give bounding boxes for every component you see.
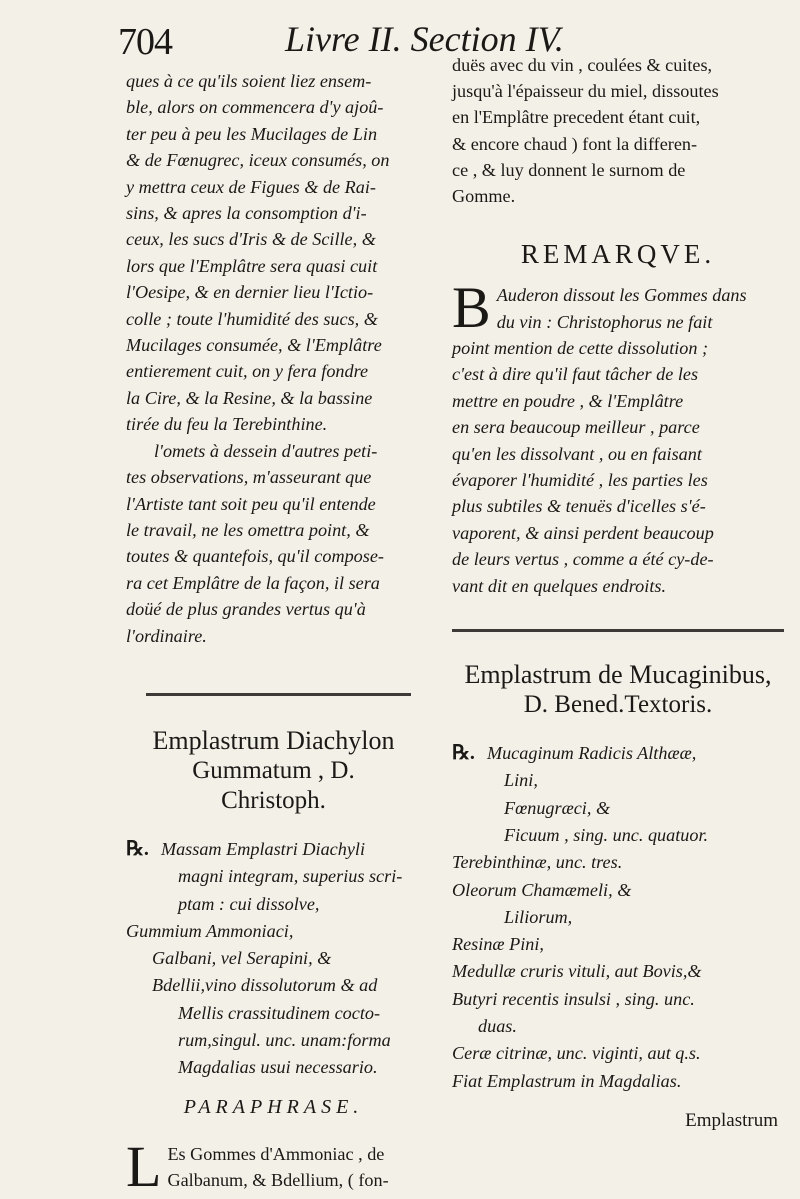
paraphrase-text xyxy=(126,1133,421,1199)
text-line: & de Fœnugrec, iceux consumés, on xyxy=(126,150,390,171)
running-title: Livre II. Section IV. xyxy=(285,19,564,59)
text-line: l'Artiste tant soit peu qu'il entende xyxy=(126,493,376,514)
recipe-line: Mellis crassitudinem cocto- xyxy=(178,1002,381,1023)
recipe-line: duas. xyxy=(478,1016,517,1037)
text-line: plus subtiles & tenuës d'icelles s'é- xyxy=(452,496,706,517)
recipe-line: rum,singul. unc. unam:forma xyxy=(178,1030,391,1051)
text-line: vant dit en quelques endroits. xyxy=(452,575,667,596)
text-line: l'ordinaire. xyxy=(126,625,207,646)
left-column xyxy=(126,68,421,1199)
section-title-line: Emplastrum de Mucaginibus, xyxy=(464,660,772,690)
recipe-line: Butyri recentis insulsi , sing. unc. xyxy=(452,988,695,1009)
remarque-text xyxy=(452,275,784,599)
drop-cap: B xyxy=(452,275,491,341)
text-line: c'est à dire qu'il faut tâcher de les xyxy=(452,364,699,385)
section-title-mucaginibus xyxy=(452,660,784,720)
text-line: jusqu'à l'épaisseur du miel, dissoutes xyxy=(452,81,719,102)
text-line: tes observations, m'asseurant que xyxy=(126,467,372,488)
recipe-line: Terebinthinæ, unc. tres. xyxy=(452,852,623,873)
text-line: y mettra ceux de Figues & de Rai- xyxy=(126,176,376,197)
text-line: évaporer l'humidité , les parties les xyxy=(452,470,708,491)
text-line: ce , & luy donnent le surnom de xyxy=(452,159,686,180)
right-continuation xyxy=(452,52,784,209)
recipe-line: Mucaginum Radicis Althææ, xyxy=(486,743,697,764)
text-line: doüé de plus grandes vertus qu'à xyxy=(126,599,366,620)
recipe-line: Massam Emplastri Diachyli xyxy=(160,838,366,859)
text-line: Auderon dissout les Gommes dans xyxy=(496,285,747,306)
text-line: l'omets à dessein d'autres peti- xyxy=(154,440,378,461)
page-number: 704 xyxy=(118,21,172,63)
text-line: lors que l'Emplâtre sera quasi cuit xyxy=(126,255,378,276)
text-line: qu'en les dissolvant , ou en faisant xyxy=(452,443,702,464)
recipe-line: Ficuum , sing. unc. quatuor. xyxy=(504,824,709,845)
text-line: Es Gommes d'Ammoniac , de xyxy=(167,1143,385,1164)
recipe-diachylon xyxy=(126,836,421,1082)
text-line: tirée du feu la Terebinthine. xyxy=(126,414,328,435)
recipe-line: ptam : cui dissolve, xyxy=(178,893,320,914)
text-line: Gomme. xyxy=(452,186,516,207)
text-line: toutes & quantefois, qu'il compose- xyxy=(126,546,384,567)
text-line: de leurs vertus , comme a été cy-de- xyxy=(452,549,714,570)
text-line: du vin : Christophorus ne fait xyxy=(496,311,713,332)
text-line: le travail, ne les omettra point, & xyxy=(126,519,370,540)
section-title-line: Emplastrum Diachylon xyxy=(152,725,395,755)
left-paragraph-1 xyxy=(126,68,421,438)
left-paragraph-2 xyxy=(126,438,421,649)
recipe-line: Magdalias usui necessario. xyxy=(178,1057,378,1078)
text-line: ble, alors on commencera d'y ajoû- xyxy=(126,97,384,118)
recipe-line: Bdellii,vino dissolutorum & ad xyxy=(152,975,378,996)
text-line: la Cire, & la Resine, & la bassine xyxy=(126,387,373,408)
text-line: ceux, les sucs d'Iris & de Scille, & xyxy=(126,229,376,250)
recipe-symbol: ℞. xyxy=(126,837,149,860)
text-line: en l'Emplâtre precedent étant cuit, xyxy=(452,107,701,128)
recipe-line: Galbani, vel Serapini, & xyxy=(152,948,332,969)
text-line: duës avec du vin , coulées & cuites, xyxy=(452,55,713,75)
section-title-line: Christoph. xyxy=(221,786,326,814)
recipe-line: Medullæ cruris vituli, aut Bovis,& xyxy=(452,961,702,982)
text-line: ter peu à peu les Mucilages de Lin xyxy=(126,123,378,144)
text-line: sins, & apres la consomption d'i- xyxy=(126,203,367,224)
recipe-line: Oleorum Chamæmeli, & xyxy=(452,879,632,900)
text-line: l'Oesipe, & en dernier lieu l'Ictio- xyxy=(126,282,374,303)
recipe-line: magni integram, superius scri- xyxy=(178,866,403,887)
recipe-line: Lini, xyxy=(504,770,538,791)
remarque-heading: REMARQVE. xyxy=(520,239,716,270)
right-column xyxy=(452,52,784,1095)
recipe-line: Fœnugræci, & xyxy=(504,797,611,818)
text-line: ques à ce qu'ils soient liez ensem- xyxy=(126,71,372,91)
text-line: Mucilages consumée, & l'Emplâtre xyxy=(126,335,382,356)
recipe-line: Ceræ citrinæ, unc. viginti, aut q.s. xyxy=(452,1043,701,1064)
recipe-symbol: ℞. xyxy=(452,742,475,765)
paraphrase-heading: PARAPHRASE. xyxy=(183,1095,364,1118)
recipe-mucaginibus xyxy=(452,740,784,1095)
drop-cap: L xyxy=(126,1133,162,1199)
text-line: vaporent, & ainsi perdent beaucoup xyxy=(452,522,714,543)
section-divider xyxy=(146,693,411,696)
recipe-line: Gummium Ammoniaci, xyxy=(126,920,294,941)
text-line: colle ; toute l'humidité des sucs, & xyxy=(126,308,378,329)
section-title-line: D. Bened.Textoris. xyxy=(523,691,713,719)
text-line: & encore chaud ) font la differen- xyxy=(452,133,698,154)
recipe-line: Resinæ Pini, xyxy=(452,934,544,955)
section-divider xyxy=(452,629,784,632)
text-line: point mention de cette dissolution ; xyxy=(452,338,709,359)
recipe-line: Liliorum, xyxy=(504,906,573,927)
text-line: en sera beaucoup meilleur , parce xyxy=(452,417,700,438)
section-title-diachylon xyxy=(126,726,421,816)
catchword: Emplastrum xyxy=(685,1110,778,1131)
section-title-line: Gummatum , D. xyxy=(192,756,355,784)
text-line: ra cet Emplâtre de la façon, il sera xyxy=(126,572,380,593)
text-line: mettre en poudre , & l'Emplâtre xyxy=(452,390,684,411)
recipe-line: Fiat Emplastrum in Magdalias. xyxy=(452,1070,682,1091)
text-line: Galbanum, & Bdellium, ( fon- xyxy=(167,1169,389,1190)
text-line: entierement cuit, on y fera fondre xyxy=(126,361,369,382)
